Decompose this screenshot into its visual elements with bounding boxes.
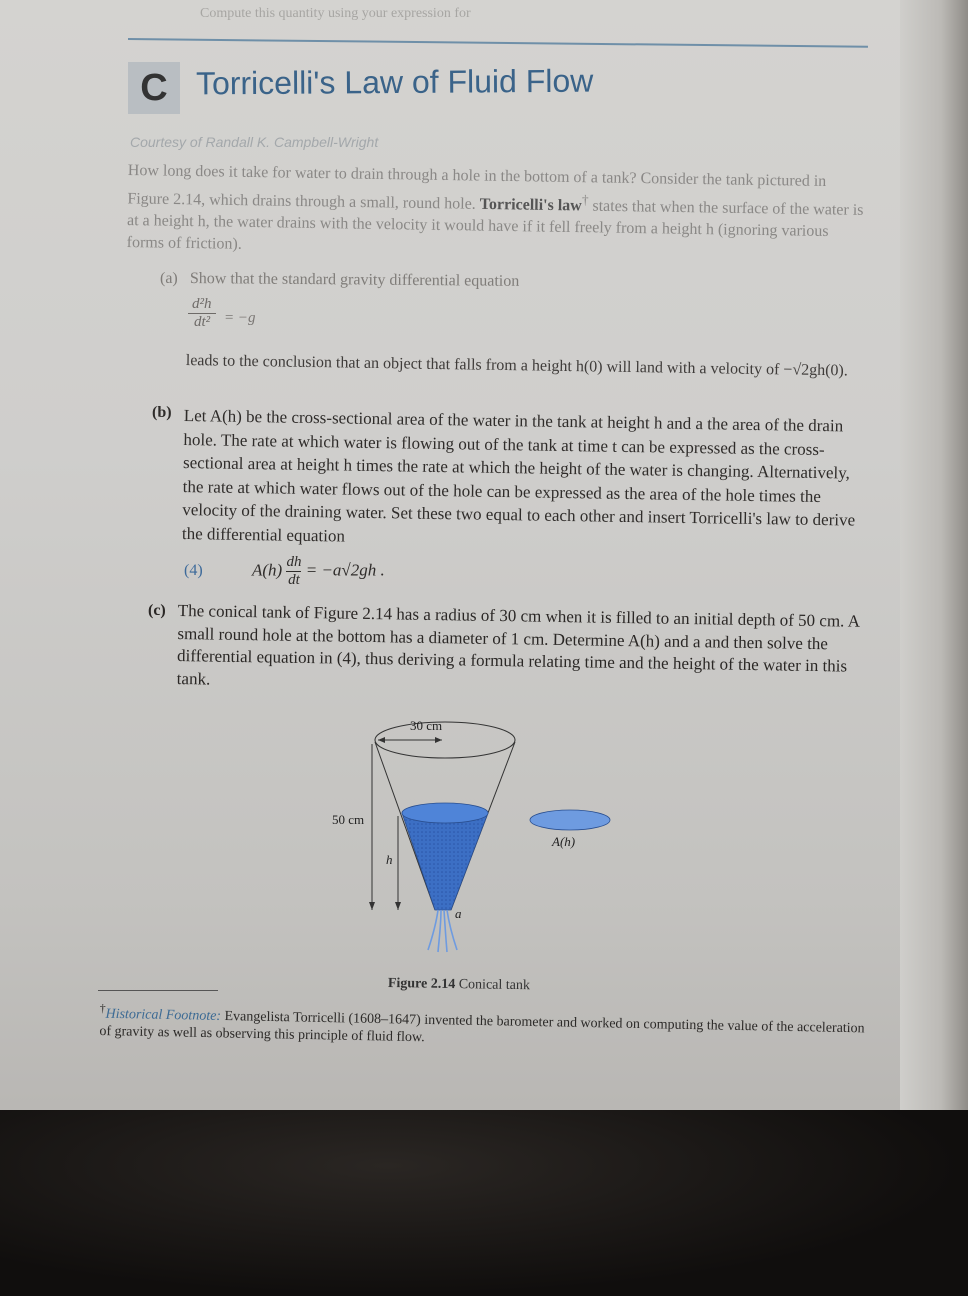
historical-footnote — [99, 1000, 870, 1054]
figure-caption-text: Conical tank — [455, 977, 531, 994]
water-volume — [402, 813, 488, 910]
dt-denominator: dt — [288, 572, 300, 588]
footnote-marker: † — [581, 192, 589, 208]
section-rule — [128, 38, 868, 48]
part-a-text: Show that the standard gravity differential equation — [189, 269, 520, 290]
torricelli-law-term: Torricelli's law — [479, 195, 582, 215]
dark-surface-below-book — [0, 1110, 968, 1296]
depth-label: 50 cm — [332, 812, 365, 827]
intro-text-start: How long does it take for water to drain through a hole in the bottom of a tank? Consider the tank pictured in Figure 2.14, which drains through a small, round hole. — [127, 161, 827, 213]
footnote-label: Historical Footnote: — [105, 1006, 222, 1024]
gravity-equation-rhs: = −g — [224, 310, 256, 326]
cross-section-label: A(h) — [552, 834, 576, 849]
figure-caption — [388, 976, 530, 994]
fraction-numerator: d²h — [188, 296, 216, 314]
part-a-label: (a) — [160, 270, 178, 287]
water-surface — [402, 803, 488, 823]
intro-text-end: states that when the surface of the water is at a height h, the water drains with the velocity it would have if it fell freely from a height h (ignoring various forms of friction). — [126, 197, 864, 254]
adjacent-page-edge — [900, 0, 968, 1140]
courtesy-line: Courtesy of Randall K. Campbell-Wright — [130, 134, 379, 150]
dh-dt-fraction — [286, 554, 301, 589]
hole-area-label: a — [455, 906, 462, 921]
equation-rhs: = −a√2gh . — [305, 560, 385, 580]
radius-label: 30 cm — [410, 718, 443, 733]
footnote-dagger: † — [99, 1001, 106, 1016]
part-b-label: (b) — [152, 404, 172, 421]
part-c-label: (c) — [148, 602, 166, 619]
height-label: h — [386, 852, 393, 867]
dh-numerator: dh — [286, 554, 302, 570]
intro-paragraph — [127, 160, 868, 266]
footnote-rule — [98, 990, 218, 991]
conical-tank-diagram — [320, 710, 630, 960]
part-b-text: Let A(h) be the cross-sectional area of the water in the tank at height h and a the area of the drain hole. The rate at which water is flowing out of the tank at time t can be expressed as the cross-sectional area at height h times the rate at which the height of the water is changing. Alternatively, the rate at which water flows out of the hole can be expressed as the area of the hole times the velocity of the draining water. Set these two equal to each other and insert Torricelli's law to derive the differential equation — [181, 405, 856, 546]
figure-caption-number: Figure 2.14 — [387, 976, 456, 993]
part-a-continuation: leads to the conclusion that an object that falls from a height h(0) will land with a velocity of −√2gh(0). — [185, 351, 848, 380]
cross-section-ellipse — [530, 810, 610, 830]
equation-number: (4) — [184, 562, 203, 579]
fraction-denominator: dt² — [194, 314, 211, 330]
part-c-text: The conical tank of Figure 2.14 has a radius of 30 cm when it is filled to an initial depth of 50 cm. A small round hole at the bottom has a diameter of 1 cm. Determine A(h) and a and then solve the differential equation in (4), thus deriving a formula relating time and the height of the water in this tank. — [176, 600, 860, 689]
draining-stream — [428, 910, 457, 952]
section-title: Torricelli's Law of Fluid Flow — [195, 62, 594, 102]
footnote-text: Evangelista Torricelli (1608–1647) invented the barometer and worked on computing the value of the acceleration of gravity as well as observing this principle of fluid flow. — [99, 1008, 865, 1045]
equation-lhs: A(h) — [252, 560, 283, 580]
section-badge: C — [128, 62, 180, 114]
conical-tank-figure — [320, 710, 630, 960]
gravity-equation-fraction — [188, 296, 216, 331]
differential-equation — [252, 554, 385, 589]
cut-off-header-text: Compute this quantity using your expression for — [200, 6, 471, 21]
